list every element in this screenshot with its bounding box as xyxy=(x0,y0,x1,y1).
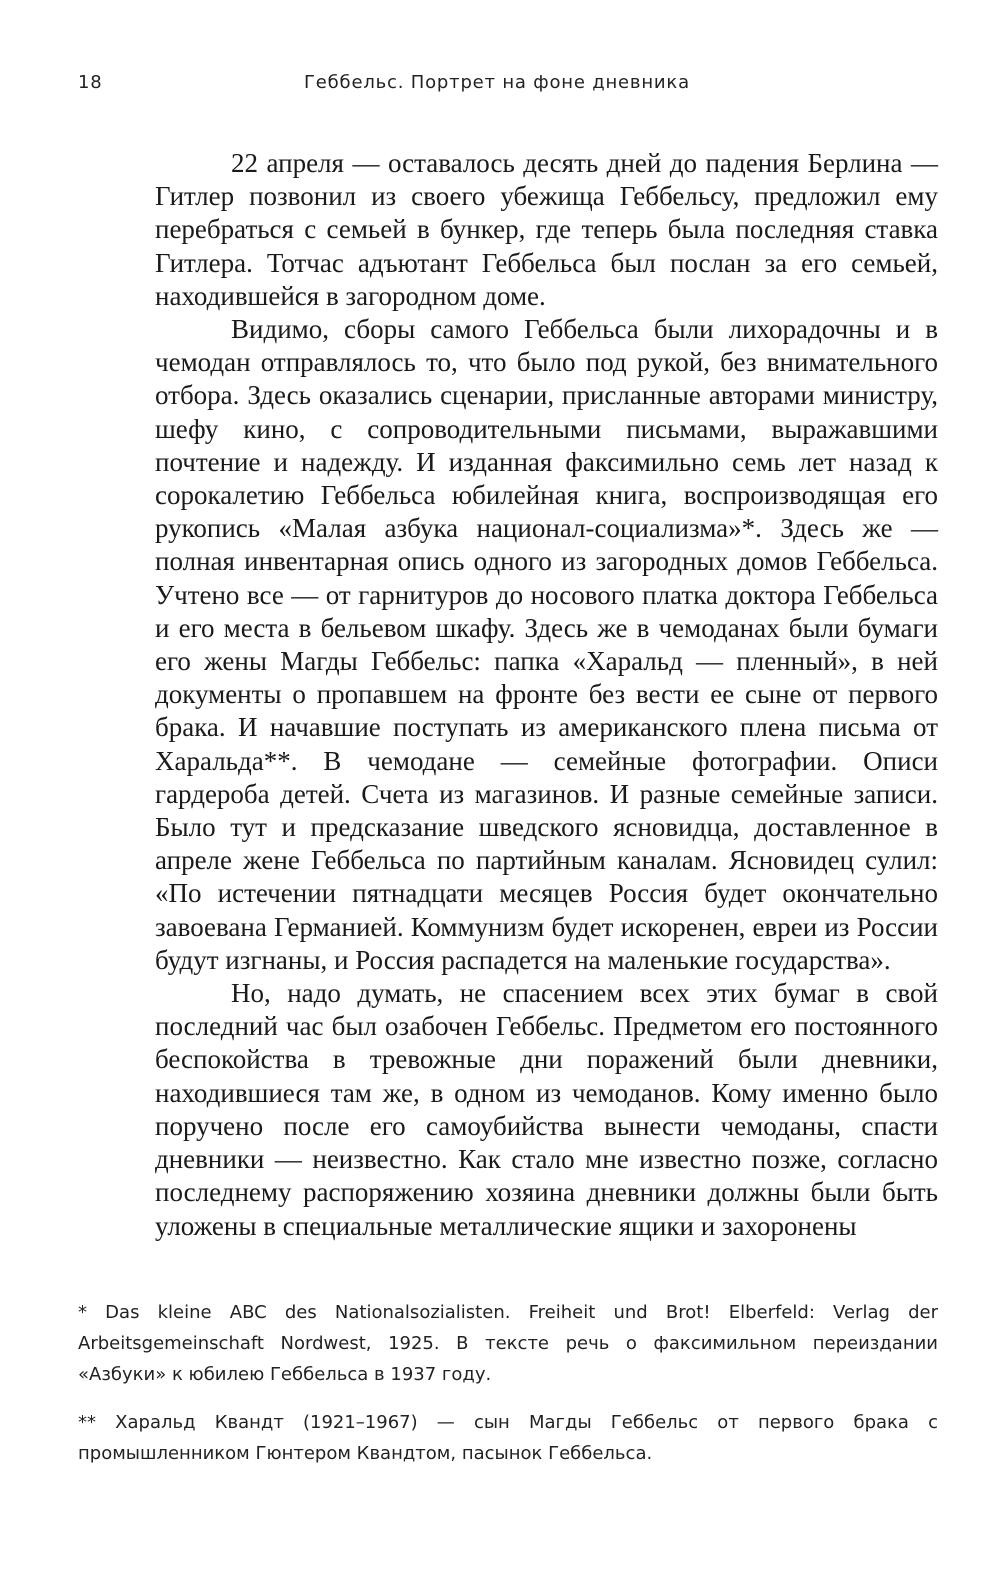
paragraph: 22 апреля — оставалось десять дней до падения Берлина — Гитлер позвонил из своего убежища Геббельсу, предложил ему перебраться с семьей в бункер, где теперь была последняя ставка Гитлера. Тотчас адъютант Геббельса был послан за его семьей, находившейся в загородном доме. xyxy=(155,148,938,311)
main-text xyxy=(155,147,938,1243)
page-number: 18 xyxy=(78,72,103,93)
paragraph: Видимо, сборы самого Геббельса были лихорадочны и в чемодан отправлялось то, что было под рукой, без внимательного отбора. Здесь оказались сценарии, присланные авторами министру, шефу кино, с сопроводительными письмами, выражавшими почтение и надежду. И изданная факсимильно семь лет назад к сорокалетию Геббельса юбилейная книга, воспроизводящая его рукопись «Малая азбука национал-социализма»*. Здесь же — полная инвентарная опись одного из загородных домов Геббельса. Учтено все — от гарнитуров до носового платка доктора Геббельса и его места в бельевом шкафу. Здесь же в чемоданах были бумаги его жены Магды Геббельс: папка «Харальд — пленный», в ней документы о пропавшем на фронте без вести ее сыне от первого брака. И начавшие поступать из американского плена письма от Харальда**. В чемодане — семейные фотографии. Описи гардероба детей. Счета из магазинов. И разные семейные записи. Было тут и предсказание шведского ясновидца, доставленное в апреле жене Геббельса по партийным каналам. Ясновидец сулил: «По истечении пятнадцати месяцев Россия будет окончательно завоевана Германией. Коммунизм будет искоренен, евреи из России будут изгнаны, и Россия распадется на маленькие государства». xyxy=(155,314,938,975)
footnote-text: ** Харальд Квандт (1921–1967) — сын Магды Геббельс от первого брака с промышленником Гюнтером Квандтом, пасынок Геббельса. xyxy=(78,1412,938,1464)
footnote-text: * Das kleine ABC des Nationalsozialisten. Freiheit und Brot! Elberfeld: Verlag der Arbeitsgemeinschaft Nordwest, 1925. В тексте речь о факсимильном переиздании «Азбуки» к юбилею Геббельса в 1937 году. xyxy=(78,1302,938,1385)
paragraph: Но, надо думать, не спасением всех этих бумаг в свой последний час был озабочен Геббельс. Предметом его постоянного беспокойства в тревожные дни поражений были дневники, находившиеся там же, в одном из чемоданов. Кому именно было поручено после его самоубийства вынести чемоданы, спасти дневники — неизвестно. Как стало мне известно позже, согласно последнему распоряжению хозяина дневники должны были быть уложены в специальные металлические ящики и захоронены xyxy=(155,978,938,1241)
footnote-1 xyxy=(78,1297,938,1390)
running-title: Геббельс. Портрет на фоне дневника xyxy=(304,72,690,93)
footnote-2 xyxy=(78,1407,938,1469)
running-head xyxy=(78,72,938,102)
